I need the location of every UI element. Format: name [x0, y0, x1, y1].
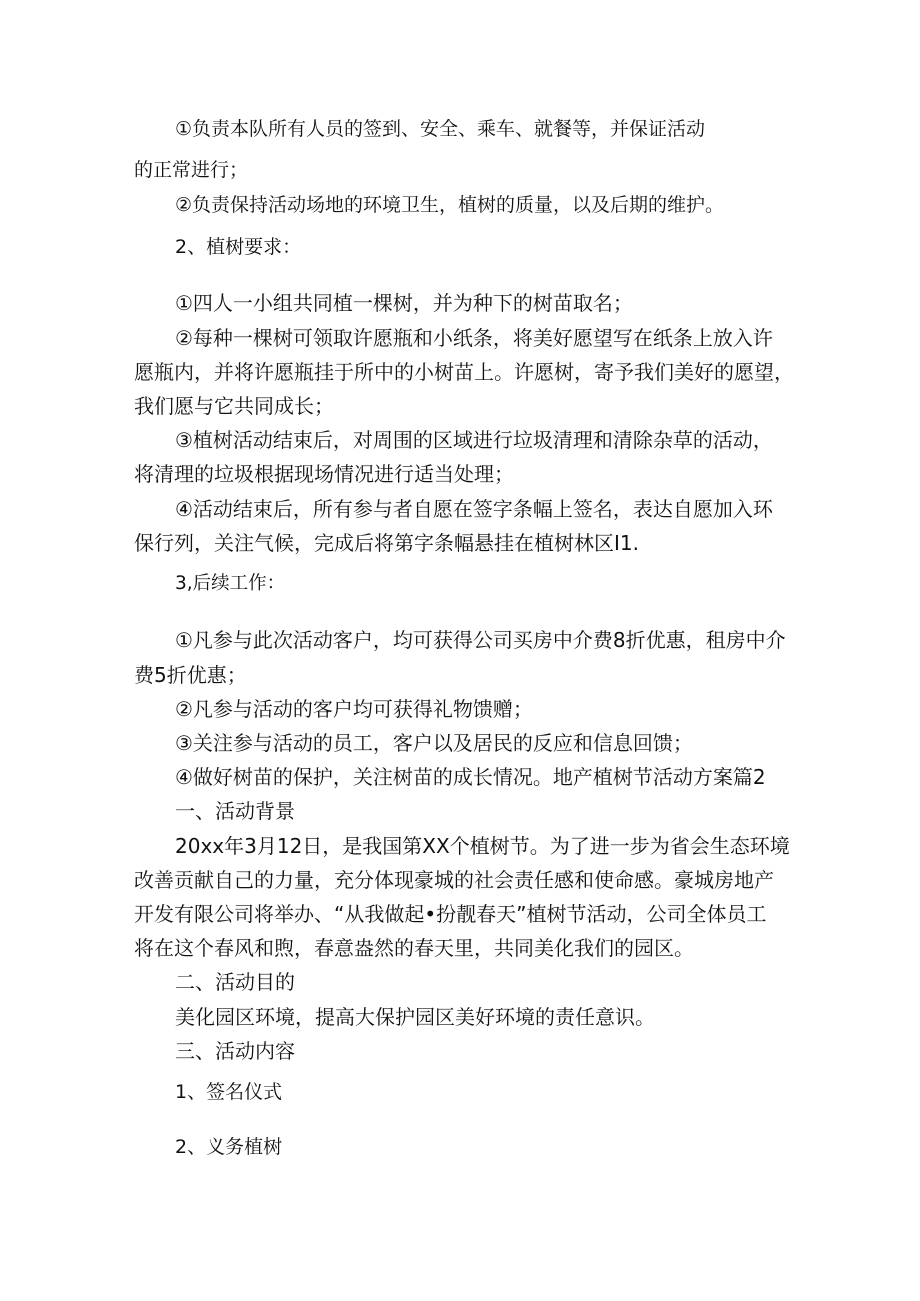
paragraph-line: 我们愿与它共同成长；	[134, 394, 334, 418]
section-heading: 二、活动目的	[175, 970, 295, 994]
section-heading: 3,后续工作：	[175, 573, 286, 594]
paragraph-line: ④活动结束后，所有参与者自愿在签字条幅上签名，表达自愿加入环	[175, 497, 773, 521]
paragraph-line: 将在这个春风和煦，春意盎然的春天里，共同美化我们的园区。	[134, 936, 694, 960]
list-item: 2、义务植树	[175, 1136, 283, 1158]
paragraph-line: 费5折优惠；	[134, 663, 247, 687]
paragraph-line: 美化园区环境，提高大保护园区美好环境的责任意识。	[175, 1005, 655, 1029]
paragraph-line: 将清理的垃圾根据现场情况进行适当处理；	[134, 462, 514, 486]
section-heading: 三、活动内容	[175, 1039, 295, 1063]
paragraph-line: 开发有限公司将举办、“从我做起•扮靓春天”植树节活动，公司全体员工	[134, 902, 767, 926]
paragraph-line: ①凡参与此次活动客户，均可获得公司买房中介费8折优惠，租房中介	[175, 628, 786, 652]
section-heading: 2、植树要求：	[175, 236, 302, 258]
paragraph-line: 保行列，关注气候，完成后将第字条幅悬挂在植树林区I1.	[134, 531, 639, 555]
paragraph-line: ①负责本队所有人员的签到、安全、乘车、就餐等，并保证活动	[175, 118, 706, 140]
paragraph-line: 愿瓶内，并将许愿瓶挂于所中的小树苗上。许愿树，寄予我们美好的愿望，	[134, 360, 794, 384]
list-item: 1、签名仪式	[175, 1081, 283, 1103]
paragraph-line: ②每种一棵树可领取许愿瓶和小纸条，将美好愿望写在纸条上放入许	[175, 326, 773, 350]
paragraph-line: ②凡参与活动的客户均可获得礼物馈赠；	[175, 697, 533, 721]
paragraph-line: 20xx年3月12日，是我国第XX个植树节。为了进一步为省会生态环境	[175, 834, 790, 858]
paragraph-line: 改善贡献自己的力量，充分体现豪城的社会责任感和使命感。豪城房地产	[134, 868, 774, 892]
section-heading: 一、活动背景	[175, 799, 295, 823]
paragraph-line: ④做好树苗的保护，关注树苗的成长情况。地产植树节活动方案篇2	[175, 765, 766, 789]
paragraph-line: 的正常进行；	[134, 159, 249, 181]
paragraph-line: ③关注参与活动的员工，客户以及居民的反应和信息回馈；	[175, 731, 693, 755]
paragraph-line: ③植树活动结束后，对周围的区域进行垃圾清理和清除杂草的活动，	[175, 428, 773, 452]
paragraph-line: ①四人一小组共同植一棵树，并为种下的树苗取名；	[175, 291, 633, 315]
paragraph-line: ②负责保持活动场地的环境卫生，植树的质量，以及后期的维护。	[175, 194, 725, 216]
